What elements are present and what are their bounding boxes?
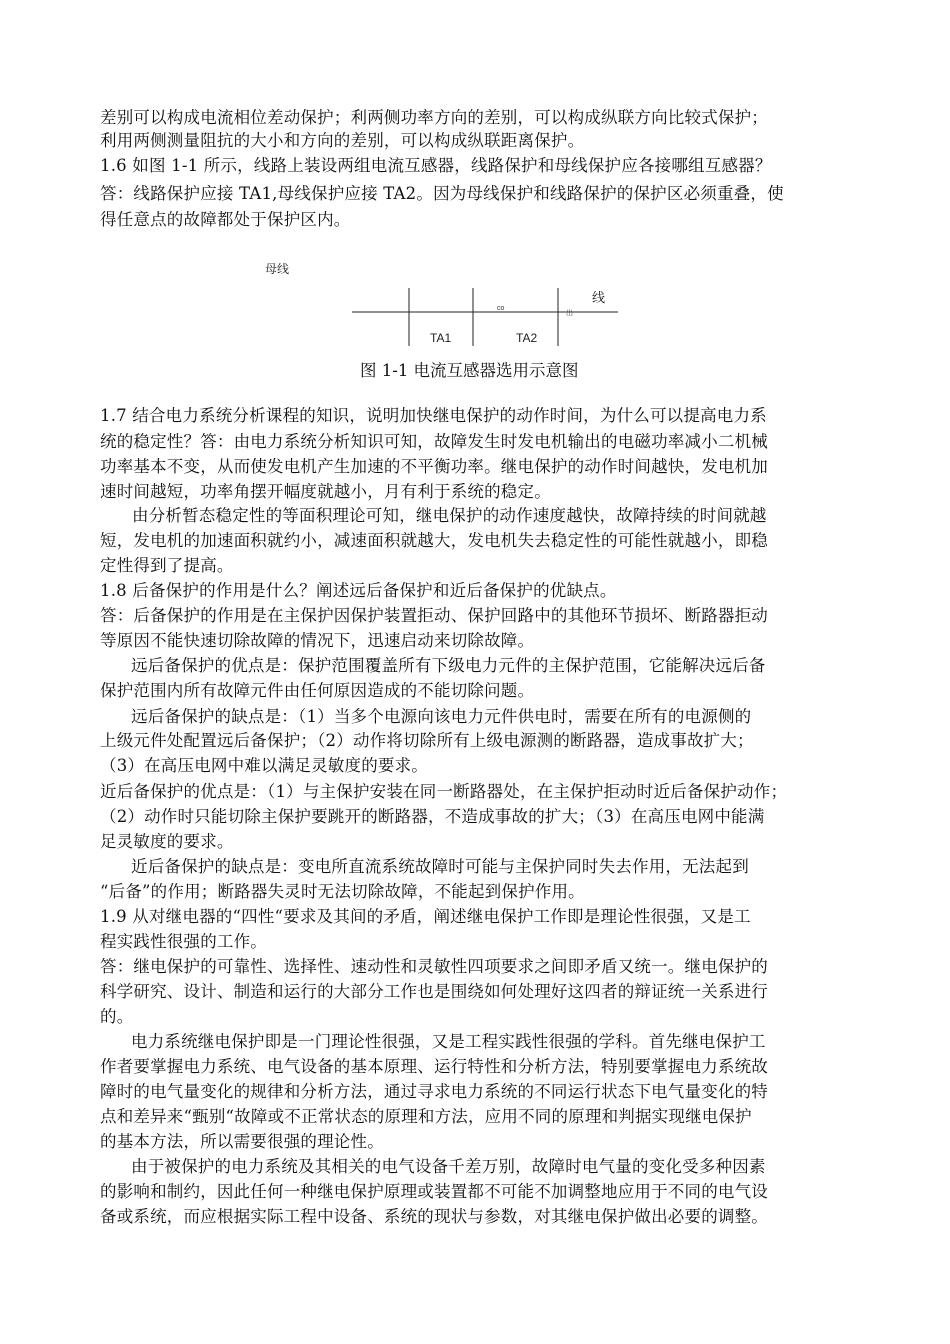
figure-caption: 图 1-1 电流互感器选用示意图 (360, 361, 579, 380)
line-label: 线 (592, 290, 606, 305)
paragraph-line: 足灵敏度的要求。 (100, 832, 234, 851)
paragraph-line: 科学研究、设计、制造和运行的大部分工作也是围绕如何处理好这四者的辩证统一关系进行 (100, 982, 768, 1001)
ta2-label: TA2 (516, 331, 538, 345)
paragraph-line: 电力系统继电保护即是一门理论性很强，又是工程实践性很强的学科。首先继电保护工 (131, 1032, 766, 1051)
small-label: 出 (566, 310, 573, 317)
co-label: co (497, 305, 505, 312)
paragraph-line: 差别可以构成电流相位差动保护；利两侧功率方向的差别，可以构成纵联方向比较式保护； (100, 108, 768, 127)
question-1-8: 1.8 后备保护的作用是什么？阐述远后备保护和近后备保护的优缺点。 (100, 581, 617, 600)
bus-label: 母线 (265, 262, 290, 276)
paragraph-line: 由分析暂态稳定性的等面积理论可知，继电保护的动作速度越快，故障持续的时间就越 (132, 506, 767, 525)
figure-1-1-diagram (0, 0, 950, 400)
paragraph-line: 保护范围内所有故障元件由任何原因造成的不能切除问题。 (100, 681, 535, 700)
paragraph-line: 障时的电气量变化的规律和分析方法，通过寻求电力系统的不同运行状态下电气量变化的特 (100, 1082, 768, 1101)
paragraph-line: （3）在高压电网中难以满足灵敏度的要求。 (100, 756, 428, 775)
question-1-6: 1.6 如图 1-1 所示，线路上装设两组电流互感器，线路保护和母线保护应各接哪组互感器？ (100, 156, 772, 175)
paragraph-line: 点和差异来“甄别“故障或不正常状态的原理和方法，应用不同的原理和判据实现继电保护 (100, 1107, 752, 1126)
paragraph-line: 备或系统，而应根据实际工程中设备、系统的现状与参数，对其继电保护做出必要的调整。 (100, 1207, 768, 1226)
paragraph-line: 定性得到了提高。 (100, 556, 234, 575)
paragraph-line: 等原因不能快速切除故障的情况下，迅速启动来切除故障。 (100, 631, 535, 650)
paragraph-line: 短，发电机的加速面积就约小，减速面积就越大，发电机失去稳定性的可能性就越小，即稳 (100, 531, 768, 550)
paragraph-line: 近后备保护的优点是：（1）与主保护安装在同一断路器处，在主保护拒动时近后备保护动作； (100, 782, 788, 801)
paragraph-line: 远后备保护的缺点是：（1）当多个电源向该电力元件供电时，需要在所有的电源侧的 (131, 707, 752, 726)
paragraph-line: 的。 (100, 1007, 134, 1026)
ta1-label: TA1 (430, 331, 452, 345)
question-1-9: 1.9 从对继电器的“四性“要求及其间的矛盾，阐述继电保护工作即是理论性很强，又是工 (100, 907, 751, 926)
paragraph-line: 速时间越短，功率角摆开幅度就越小，月有利于系统的稳定。 (100, 482, 551, 501)
paragraph-line: 近后备保护的缺点是：变电所直流系统故障时可能与主保护同时失去作用，无法起到 (131, 857, 749, 876)
paragraph-line: 的影响和制约，因此任何一种继电保护原理或装置都不可能不加调整地应用于不同的电气设 (100, 1182, 768, 1201)
paragraph-line: 由于被保护的电力系统及其相关的电气设备千差万别，故障时电气量的变化受多种因素 (131, 1157, 766, 1176)
paragraph-line: 远后备保护的优点是：保护范围覆盖所有下级电力元件的主保护范围，它能解决远后备 (131, 656, 766, 675)
paragraph-line: 利用两侧测量阻抗的大小和方向的差别，可以构成纵联距离保护。 (100, 131, 585, 150)
paragraph-line: 的基本方法，所以需要很强的理论性。 (100, 1132, 384, 1151)
paragraph-line: （2）动作时只能切除主保护要跳开的断路器，不造成事故的扩大；（3）在高压电网中能满 (100, 807, 765, 826)
paragraph-line: 上级元件处配置远后备保护；（2）动作将切除所有上级电源测的断路器，造成事故扩大； (100, 731, 754, 750)
paragraph-line: 作者要掌握电力系统、电气设备的基本原理、运行特性和分析方法，特别要掌握电力系统故 (100, 1057, 768, 1076)
answer-1-6: 答：线路保护应接 TA1,母线保护应接 TA2。因为母线保护和线路保护的保护区必须重叠，使 (100, 184, 784, 203)
answer-1-9: 答：继电保护的可靠性、选择性、速动性和灵敏性四项要求之间即矛盾又统一。继电保护的 (100, 957, 768, 976)
paragraph-line: 得任意点的故障都处于保护区内。 (100, 210, 351, 229)
paragraph-line: 统的稳定性？答：由电力系统分析知识可知，故障发生时发电机输出的电磁功率减小二机械 (100, 432, 768, 451)
paragraph-line: 功率基本不变，从而使发电机产生加速的不平衡功率。继电保护的动作时间越快，发电机加 (100, 457, 768, 476)
paragraph-line: “后备”的作用；断路器失灵时无法切除故障，不能起到保护作用。 (100, 882, 585, 901)
answer-1-8: 答：后备保护的作用是在主保护因保护装置拒动、保护回路中的其他环节损坏、断路器拒动 (100, 606, 768, 625)
paragraph-line: 程实践性很强的工作。 (100, 932, 267, 951)
question-1-7: 1.7 结合电力系统分析课程的知识，说明加快继电保护的动作时间，为什么可以提高电力系 (100, 406, 767, 425)
